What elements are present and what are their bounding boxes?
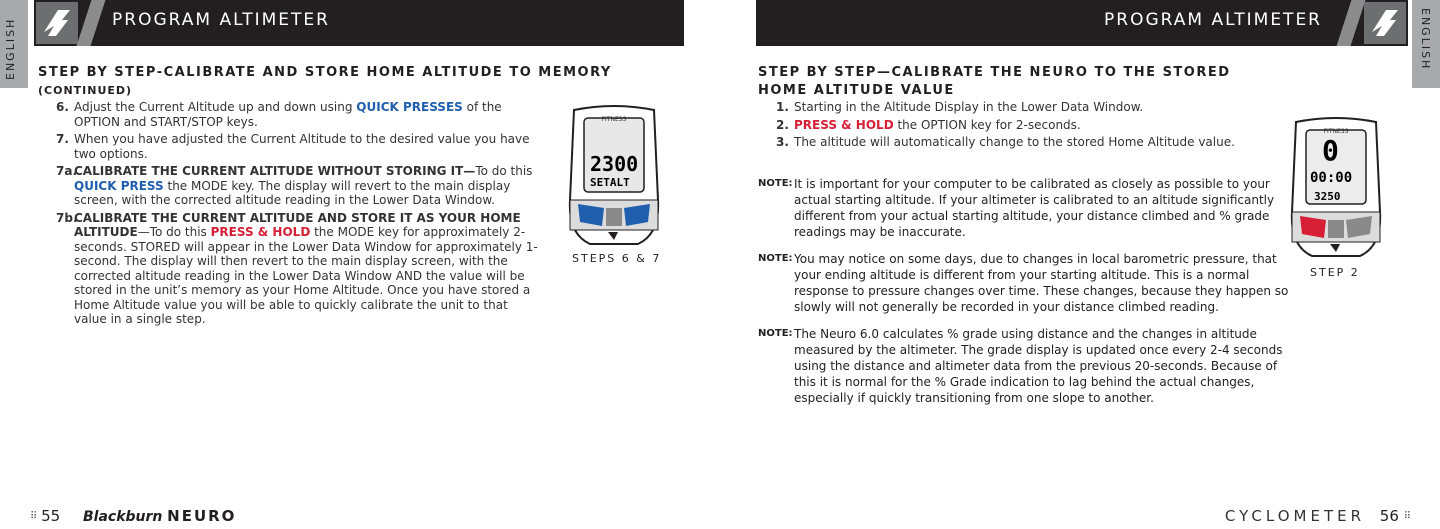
- header-bar-left: [34, 0, 684, 46]
- side-tab-right: [1412, 0, 1440, 88]
- device-line2: 00:00: [1310, 170, 1353, 186]
- device-illustration: [566, 104, 662, 256]
- footer-left: [30, 507, 236, 525]
- steps-list: [56, 100, 544, 330]
- brand-product: NEURO: [167, 507, 237, 525]
- step-6: 6. Adjust the Current Altitude up and down using QUICK PRESSES of the OPTION and START/STOP keys.: [56, 100, 502, 129]
- device-caption: STEP 2: [1310, 266, 1360, 279]
- step-2: 2. PRESS & HOLD the OPTION key for 2-seconds.: [776, 117, 1081, 132]
- note-3: NOTE: The Neuro 6.0 calculates % grade using distance and the changes in altitude measured by the altimeter. The grade display is updated once every 2-4 seconds using the distance and altimeter data from the previous 20-seconds. Because of this it is normal for the % Grade indication to lag behind the actual changes, especially if quickly transitioning from one slope to another.: [758, 327, 1283, 405]
- step-7: 7. When you have adjusted the Current Altitude to the desired value you have two options.: [56, 132, 530, 161]
- brand-name: Blackburn: [82, 509, 163, 525]
- header-slash: [1337, 0, 1366, 46]
- step-7a: 7a. CALIBRATE THE CURRENT ALTITUDE WITHOUT STORING IT—To do this QUICK PRESS the MODE key. The display will revert to the main display screen, with the corrected altitude reading in the Lower Data Window.: [56, 164, 533, 207]
- device-caption: STEPS 6 & 7: [572, 252, 662, 265]
- device-illustration: [1288, 116, 1384, 268]
- side-label: ENGLISH: [4, 17, 17, 80]
- logo-icon: [1364, 2, 1406, 44]
- header-bar-right: [756, 0, 1408, 46]
- steps-list: [776, 100, 1296, 153]
- device-bottom-value: SETALT: [590, 176, 630, 189]
- logo-icon: [36, 2, 78, 44]
- device-brand: FITNESS: [601, 116, 627, 123]
- device-line3: 3250: [1314, 190, 1341, 203]
- step-1: 1. Starting in the Altitude Display in the Lower Data Window.: [776, 100, 1144, 114]
- header-slash: [77, 0, 106, 46]
- device-brand: FITNESS: [1323, 128, 1349, 135]
- side-tab-left: [0, 0, 28, 88]
- section-title: STEP BY STEP—CALIBRATE THE NEURO TO THE STORED HOME ALTITUDE VALUE: [758, 65, 1231, 98]
- step-7b: 7b. CALIBRATE THE CURRENT ALTITUDE AND STORE IT AS YOUR HOME ALTITUDE—To do this PRESS & HOLD the MODE key for approximately 2-seconds. STORED will appear in the Lower Data Window for approximately 1-second. The display will then revert to the main display screen, with the corrected altitude reading in the Lower Data Window AND the value will be stored in the unit’s memory as your Home Altitude. Once you have stored a Home Altitude value you will be able to quickly calibrate the unit to that value in a single step.: [56, 210, 538, 326]
- page-title: PROGRAM ALTIMETER: [1104, 10, 1322, 30]
- footer-word: CYCLOMETER: [1224, 507, 1366, 525]
- dots-icon: ⠿: [30, 511, 37, 522]
- note-2: NOTE: You may notice on some days, due to changes in local barometric pressure, that your ending altitude is different from your starting altitude. This is a normal response to pressure changes over time. These changes, because they happen so slowly will not generally be recorded in your distance climbed reading.: [758, 252, 1289, 314]
- section-subtitle: (CONTINUED): [38, 84, 133, 97]
- step-3: 3. The altitude will automatically change to the stored Home Altitude value.: [776, 135, 1235, 149]
- page-number: 55: [41, 507, 61, 525]
- right-page: [720, 0, 1440, 529]
- device-top-value: 2300: [590, 152, 639, 176]
- section-title: STEP BY STEP-CALIBRATE AND STORE HOME ALTITUDE TO MEMORY: [38, 65, 612, 80]
- device-line1: 0: [1322, 134, 1339, 167]
- page-number: 56: [1379, 507, 1399, 525]
- footer-right: [1225, 507, 1410, 525]
- notes-list: [758, 176, 1298, 417]
- note-1: NOTE: It is important for your computer to be calibrated as closely as possible to your actual starting altitude. If your altimeter is calibrated to an altitude significantly different from your actual starting altitude, your distance climbed and % grade readings may be inaccurate.: [758, 177, 1275, 239]
- side-label: ENGLISH: [1419, 8, 1432, 71]
- page-title: PROGRAM ALTIMETER: [112, 10, 330, 30]
- dots-icon: ⠿: [1403, 511, 1410, 522]
